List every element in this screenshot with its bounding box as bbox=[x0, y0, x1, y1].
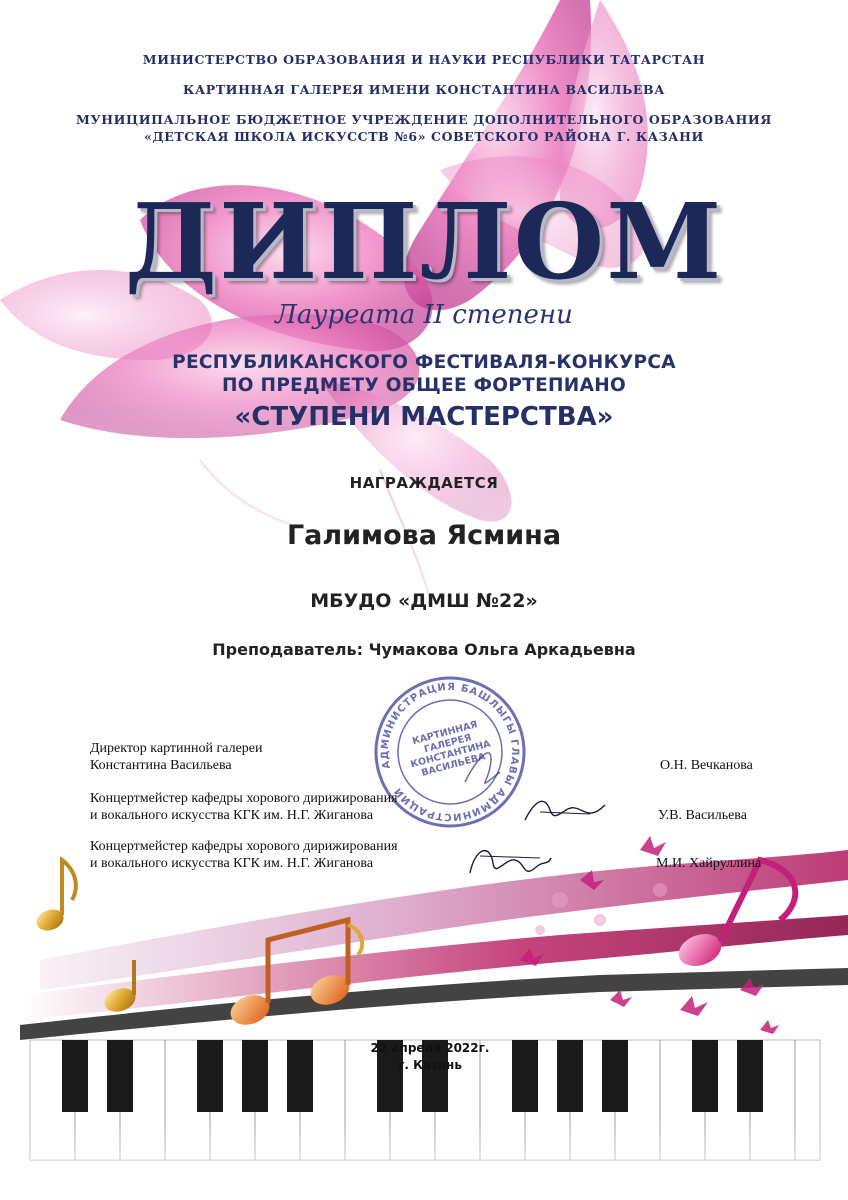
header-institution: МУНИЦИПАЛЬНОЕ БЮДЖЕТНОЕ УЧРЕЖДЕНИЕ ДОПОЛНИТЕЛЬНОГО ОБРАЗОВАНИЯ bbox=[76, 112, 772, 127]
header-ministry: МИНИСТЕРСТВО ОБРАЗОВАНИЯ И НАУКИ РЕСПУБЛИКИ ТАТАРСТАН bbox=[142, 52, 706, 67]
signature-2-role-line-1: Концертмейстер кафедры хорового дирижирования bbox=[90, 791, 398, 806]
festival-line-2: ПО ПРЕДМЕТУ ОБЩЕЕ ФОРТЕПИАНО bbox=[221, 375, 627, 396]
signature-1-role-line-1: Директор картинной галереи bbox=[90, 741, 263, 756]
signature-1-role-line-2: Константина Васильева bbox=[90, 758, 232, 773]
signature-3-role-line-2: и вокального искусства КГК им. Н.Г. Жиганова bbox=[90, 856, 374, 871]
stamp-center-text: КАРТИННАЯ ГАЛЕРЕЯ КОНСТАНТИНА ВАСИЛЬЕВА bbox=[409, 719, 492, 779]
handwritten-signature-2 bbox=[465, 838, 555, 888]
festival-line-1: РЕСПУБЛИКАНСКОГО ФЕСТИВАЛЯ-КОНКУРСА bbox=[172, 352, 676, 373]
recipient-name: Галимова Ясмина bbox=[286, 520, 562, 551]
diploma-subtitle: Лауреата II степени bbox=[275, 300, 573, 330]
festival-name: «СТУПЕНИ МАСТЕРСТВА» bbox=[234, 402, 614, 432]
award-city: г. Казань bbox=[398, 1058, 462, 1072]
teacher-line: Преподаватель: Чумакова Ольга Аркадьевна bbox=[212, 640, 636, 659]
signature-3-role-line-1: Концертмейстер кафедры хорового дирижирования bbox=[90, 839, 398, 854]
recipient-school: МБУДО «ДМШ №22» bbox=[310, 590, 538, 612]
header-gallery: КАРТИННАЯ ГАЛЕРЕЯ ИМЕНИ КОНСТАНТИНА ВАСИЛЬЕВА bbox=[183, 82, 665, 97]
award-date: 22 апреля 2022г. bbox=[370, 1041, 490, 1055]
stamp-outer-text: АДМИНИСТРАЦИЯ БАШЛЫГЫ ГЛАВЫ АДМИНИСТРАЦИИ bbox=[379, 681, 521, 823]
handwritten-signature-1 bbox=[520, 790, 610, 835]
signature-1-name: О.Н. Вечканова bbox=[660, 758, 753, 773]
diploma-title: ДИПЛОМ bbox=[124, 180, 724, 303]
signature-2-name: У.В. Васильева bbox=[658, 808, 747, 823]
signature-2-role-line-2: и вокального искусства КГК им. Н.Г. Жиганова bbox=[90, 808, 374, 823]
awarded-label: НАГРАЖДАЕТСЯ bbox=[349, 474, 499, 492]
signature-3-name: М.И. Хайруллина bbox=[656, 856, 762, 871]
official-stamp bbox=[370, 672, 530, 832]
header-school: «ДЕТСКАЯ ШКОЛА ИСКУССТВ №6» СОВЕТСКОГО РАЙОНА Г. КАЗАНИ bbox=[144, 129, 704, 144]
